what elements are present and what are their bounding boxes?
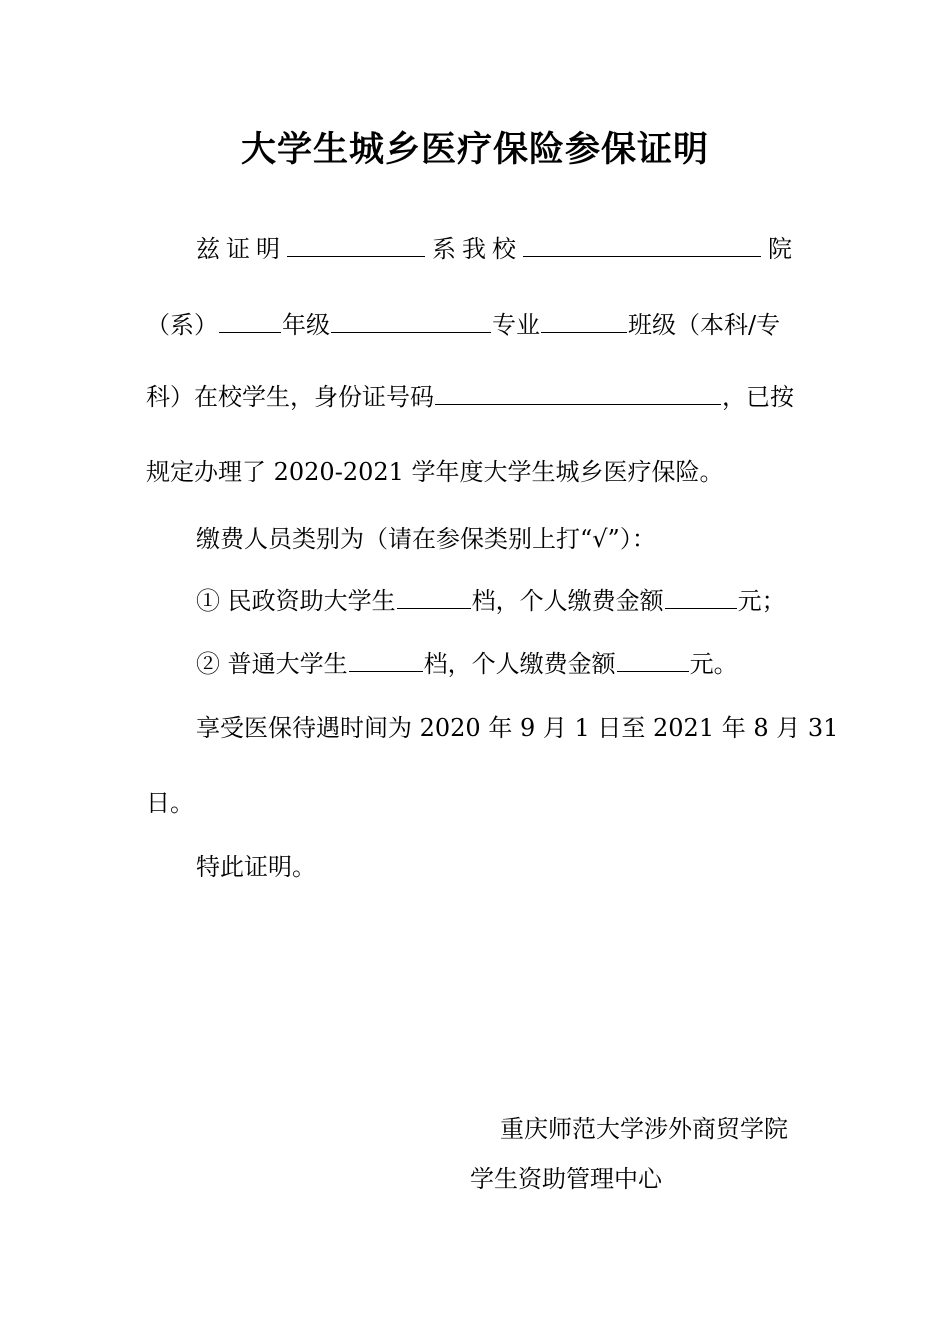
class-text: 班级（本科/专 xyxy=(628,311,781,339)
option2-tier-blank xyxy=(349,649,423,672)
option1-mid: 档，个人缴费金额 xyxy=(471,587,664,615)
signature-org: 重庆师范大学涉外商贸学院 xyxy=(500,1115,788,1143)
signature-dept: 学生资助管理中心 xyxy=(470,1165,662,1193)
name-blank xyxy=(287,234,425,257)
option1-amount-blank xyxy=(665,586,737,609)
class-blank xyxy=(541,310,627,333)
registered-text: ，已按 xyxy=(722,383,794,411)
major-text: 专业 xyxy=(492,311,540,339)
option1-label: ① 民政资助大学生 xyxy=(196,587,396,615)
grade-blank xyxy=(219,310,281,333)
student-text: 科）在校学生，身份证号码 xyxy=(146,383,434,411)
para1-line3 xyxy=(146,380,794,414)
id-number-blank xyxy=(435,382,721,405)
document-title: 大学生城乡医疗保险参保证明 xyxy=(240,130,709,170)
college-blank xyxy=(523,234,761,257)
option2-end: 元。 xyxy=(689,650,738,678)
category-intro: 缴费人员类别为（请在参保类别上打“√”）： xyxy=(196,525,656,553)
coverage-period-line2: 日。 xyxy=(146,789,194,817)
major-blank xyxy=(331,310,491,333)
option2-label: ② 普通大学生 xyxy=(196,650,348,678)
para1-line4: 规定办理了 2020-2021 学年度大学生城乡医疗保险。 xyxy=(146,458,724,486)
option2-amount-blank xyxy=(617,649,689,672)
college-suffix: 院 xyxy=(768,235,792,263)
certify-text: 兹证明 xyxy=(196,235,286,263)
option-civil-aid xyxy=(196,584,786,618)
school-text: 系我校 xyxy=(432,235,522,263)
option-regular xyxy=(196,647,738,681)
para1-line2 xyxy=(146,308,780,342)
option1-tier-blank xyxy=(397,586,471,609)
closing-text: 特此证明。 xyxy=(196,853,316,881)
para1-line1 xyxy=(196,232,792,266)
coverage-period-line1: 享受医保待遇时间为 2020 年 9 月 1 日至 2021 年 8 月 31 xyxy=(196,714,839,742)
dept-text: （系） xyxy=(146,311,218,339)
grade-text: 年级 xyxy=(282,311,330,339)
option2-mid: 档，个人缴费金额 xyxy=(423,650,616,678)
option1-end: 元； xyxy=(737,587,786,615)
